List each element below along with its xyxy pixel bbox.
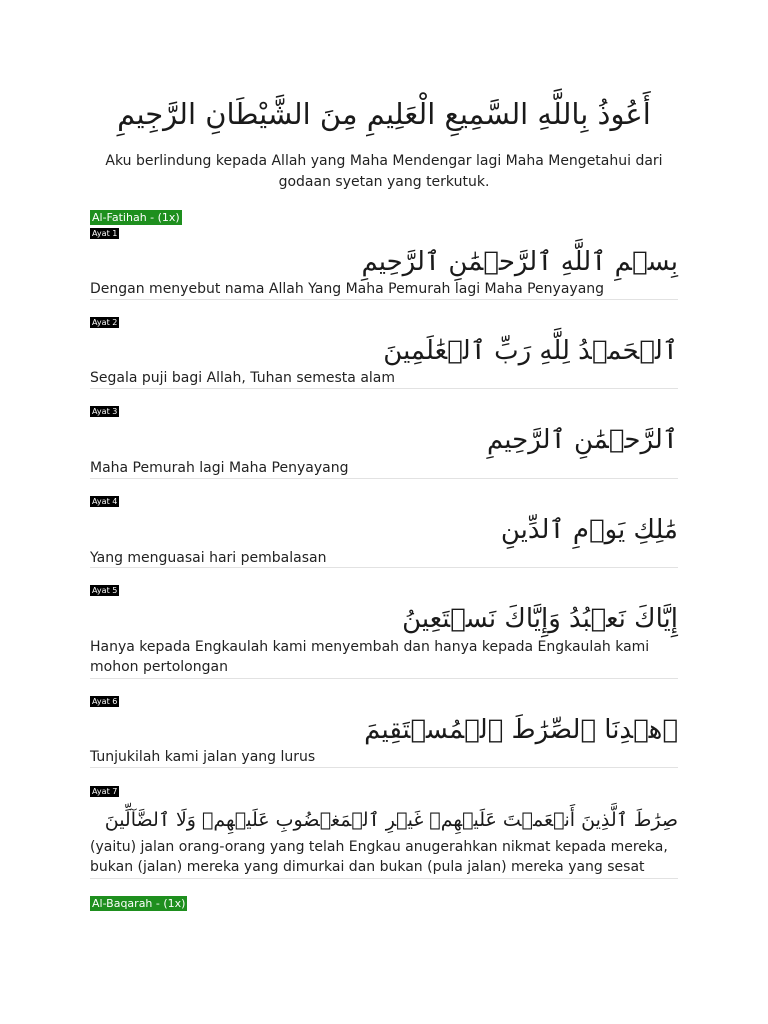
verse-translation: (yaitu) jalan orang-orang yang telah Engkau anugerahkan nikmat kepada mereka, bukan (jalan) mereka yang dimurkai dan bukan (pula jalan) mereka yang sesat <box>90 839 668 875</box>
verse-divider <box>90 478 678 479</box>
verse-divider <box>90 299 678 300</box>
ayat-label: Ayat 4 <box>92 497 118 506</box>
opening-translation: Aku berlindung kepada Allah yang Maha Mendengar lagi Maha Mengetahui dari godaan syetan yang terkutuk. <box>105 153 663 190</box>
verse-arabic-text: إِيَّاكَ نَعۡبُدُ وَإِيَّاكَ نَسۡتَعِينُ <box>402 604 678 634</box>
ayat-label: Ayat 2 <box>92 318 118 327</box>
verse-translation: Hanya kepada Engkaulah kami menyembah dan hanya kepada Engkaulah kami mohon pertolongan <box>90 639 650 675</box>
verse-divider <box>90 388 678 389</box>
ayat-label: Ayat 3 <box>92 407 118 416</box>
verse-translation: Maha Pemurah lagi Maha Penyayang <box>90 460 349 476</box>
ayat-label: Ayat 5 <box>92 586 118 595</box>
verse-translation: Yang menguasai hari pembalasan <box>90 550 327 566</box>
ayat-label: Ayat 6 <box>92 697 118 706</box>
surah-badge-al-fatihah: Al-Fatihah - (1x) <box>92 211 180 224</box>
surah-badge-al-baqarah: Al-Baqarah - (1x) <box>92 897 186 910</box>
ayat-label: Ayat 7 <box>92 787 118 796</box>
verse-translation: Segala puji bagi Allah, Tuhan semesta alam <box>90 370 396 386</box>
verse-divider <box>90 678 678 679</box>
ayat-label: Ayat 1 <box>92 229 118 238</box>
verse-arabic-text: ٱلرَّحۡمَٰنِ ٱلرَّحِيمِ <box>487 425 678 455</box>
verse-translation: Dengan menyebut nama Allah Yang Maha Pemurah lagi Maha Penyayang <box>90 281 605 297</box>
verse-arabic-text: مَٰلِكِ يَوۡمِ ٱلدِّينِ <box>500 515 678 545</box>
verse-arabic-text: صِرَٰطَ ٱلَّذِينَ أَنۡعَمۡتَ عَلَيۡهِمۡ غَيۡرِ ٱلۡمَغۡضُوبِ عَلَيۡهِمۡ وَلَا ٱلضَّآلِّينَ <box>104 809 678 831</box>
opening-arabic-text: أَعُوذُ بِاللَّهِ السَّمِيعِ الْعَلِيمِ مِنَ الشَّيْطَانِ الرَّجِيمِ <box>117 97 651 131</box>
verse-arabic-text: بِسۡمِ ٱللَّهِ ٱلرَّحۡمَٰنِ ٱلرَّحِيمِ <box>361 247 678 277</box>
verse-divider <box>90 878 678 879</box>
verse-translation: Tunjukilah kami jalan yang lurus <box>90 749 316 765</box>
verse-arabic-text: ٱهۡدِنَا ٱلصِّرَٰطَ ٱلۡمُسۡتَقِيمَ <box>364 715 678 745</box>
verse-arabic-text: ٱلۡحَمۡدُ لِلَّهِ رَبِّ ٱلۡعَٰلَمِينَ <box>383 336 678 366</box>
verse-divider <box>90 767 678 768</box>
verse-divider <box>90 567 678 568</box>
